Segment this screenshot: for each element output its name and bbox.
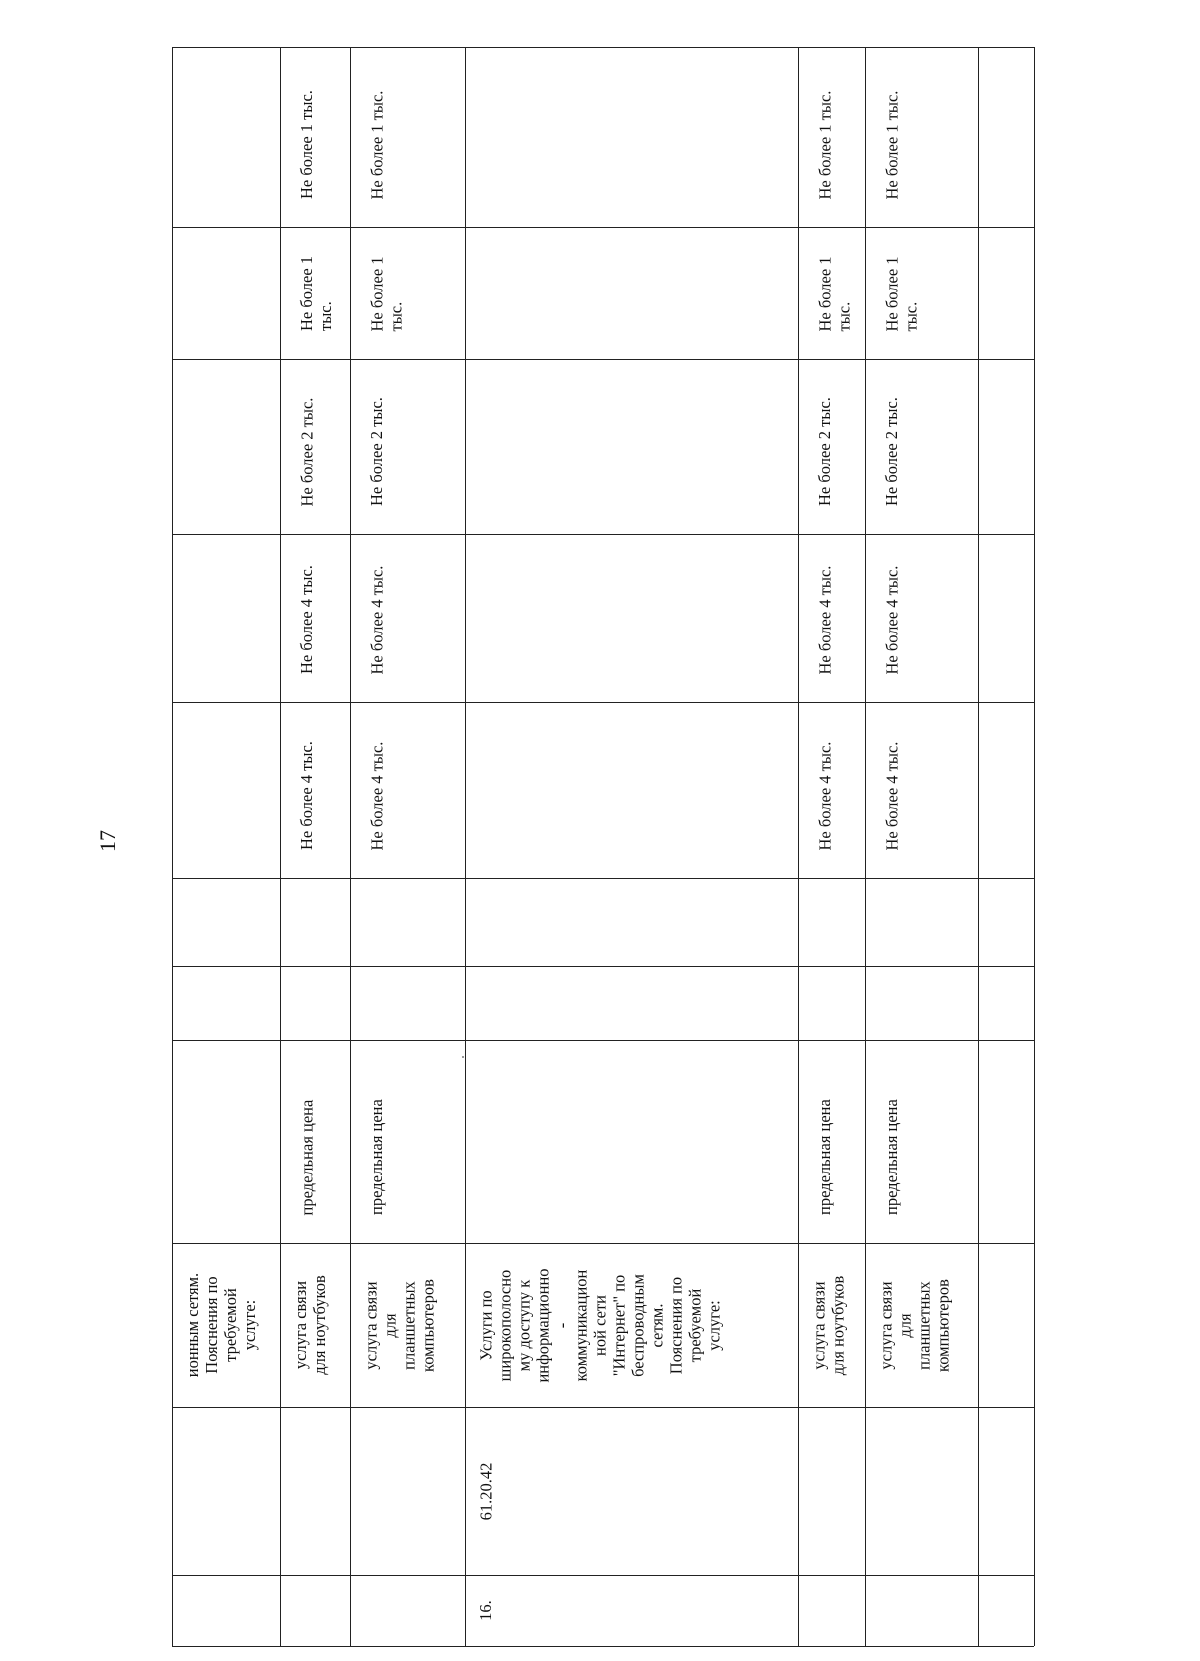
- table-cell-num: [172, 1575, 280, 1646]
- table-cell-text: услуга связи для ноутбуков: [809, 1275, 847, 1375]
- scan-speck: [462, 1056, 464, 1058]
- table-cell-code: [280, 1407, 350, 1575]
- table-cell-code: [798, 1407, 865, 1575]
- table-cell-col9: [172, 359, 280, 534]
- table-cell-text: услуга связи для планшетных компьютеров: [361, 1278, 437, 1372]
- table-cell-col5: [798, 966, 865, 1040]
- table-cell-col11: [172, 47, 280, 227]
- table-cell-col6: [465, 878, 798, 966]
- table-cell-col7: [465, 702, 798, 878]
- table-cell-col5: [172, 966, 280, 1040]
- table-cell-num: [280, 1575, 350, 1646]
- table-cell-text: Не более 4 тыс.: [815, 565, 834, 674]
- page-number: 17: [95, 830, 120, 852]
- table-cell-col5: [350, 966, 465, 1040]
- table-cell-text: Не более 4 тыс.: [297, 741, 316, 850]
- table-cell-text: предельная цена: [882, 1099, 901, 1215]
- table-cell-characteristic: [172, 1040, 280, 1243]
- table-cell-text: предельная цена: [367, 1099, 386, 1215]
- table-cell-text: Не более 4 тыс.: [367, 565, 386, 674]
- table-cell-col8: [172, 534, 280, 702]
- table-cell-text: Не более 4 тыс.: [815, 741, 834, 850]
- table-cell-text: 61.20.42: [476, 1462, 495, 1520]
- table-cell-text: Не более 1 тыс.: [367, 255, 405, 331]
- table-cell-col6: [350, 878, 465, 966]
- table-cell-col5: [465, 966, 798, 1040]
- table-cell-num: [865, 1575, 978, 1646]
- table-column-border: [172, 1646, 1034, 1647]
- table-cell-text: Не более 1 тыс.: [367, 90, 386, 199]
- table-cell-col11: [465, 47, 798, 227]
- table-cell-col8: [465, 534, 798, 702]
- table-cell-code: [172, 1407, 280, 1575]
- table-cell-text: ионным сетям. Пояснения по требуемой услуге:: [183, 1272, 259, 1378]
- table-cell-characteristic: [465, 1040, 798, 1243]
- table-cell-text: Не более 4 тыс.: [882, 741, 901, 850]
- table-cell-code: [865, 1407, 978, 1575]
- table-cell-text: Не более 1 тыс.: [882, 255, 920, 331]
- table-cell-col10: [465, 227, 798, 359]
- table-cell-text: Не более 1 тыс.: [815, 255, 853, 331]
- table-cell-text: услуга связи для планшетных компьютеров: [876, 1278, 952, 1372]
- table-cell-text: Не более 2 тыс.: [297, 397, 316, 506]
- table-cell-text: Не более 4 тыс.: [297, 565, 316, 674]
- table-cell-text: Не более 1 тыс.: [815, 90, 834, 199]
- table-row-border: [1034, 47, 1035, 1646]
- table-cell-text: Не более 4 тыс.: [367, 741, 386, 850]
- table-cell-col6: [865, 878, 978, 966]
- table-cell-text: предельная цена: [297, 1099, 316, 1215]
- table-cell-col10: [172, 227, 280, 359]
- table-cell-col9: [465, 359, 798, 534]
- table-cell-text: предельная цена: [815, 1099, 834, 1215]
- table-cell-text: Услуги по широкополосно му доступу к информационно - коммуникацион ной сети "Интернет" по беспроводным сетям. Пояснения по требуемой услуге:: [476, 1267, 723, 1383]
- table-cell-text: Не более 1 тыс.: [297, 255, 335, 331]
- table-cell-col7: [172, 702, 280, 878]
- table-cell-text: 16.: [476, 1600, 495, 1621]
- table-cell-text: Не более 2 тыс.: [815, 397, 834, 506]
- table-cell-code: [350, 1407, 465, 1575]
- table-cell-text: Не более 4 тыс.: [882, 565, 901, 674]
- table-cell-col6: [280, 878, 350, 966]
- table-cell-num: [350, 1575, 465, 1646]
- table-cell-col5: [865, 966, 978, 1040]
- table-cell-text: Не более 2 тыс.: [367, 397, 386, 506]
- table-cell-col5: [280, 966, 350, 1040]
- table-cell-text: услуга связи для ноутбуков: [291, 1275, 329, 1375]
- table-cell-num: [798, 1575, 865, 1646]
- table-cell-text: Не более 1 тыс.: [297, 90, 316, 199]
- rotated-table: [172, 47, 1034, 1646]
- table-cell-text: Не более 1 тыс.: [882, 90, 901, 199]
- table-cell-text: Не более 2 тыс.: [882, 397, 901, 506]
- table-cell-col6: [798, 878, 865, 966]
- table-cell-col6: [172, 878, 280, 966]
